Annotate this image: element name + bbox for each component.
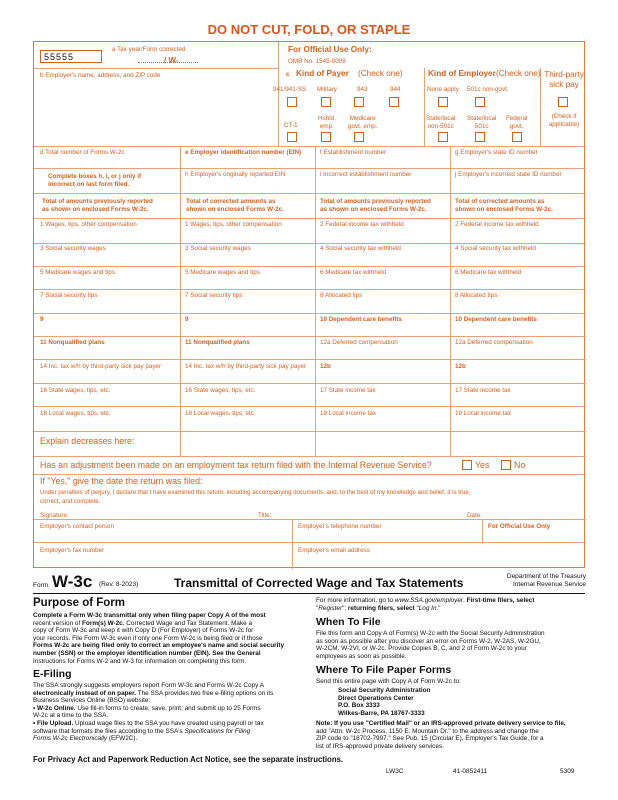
box-9-prev[interactable]: 9 [40, 316, 44, 323]
w3c-form-box [33, 41, 585, 568]
box-e-label: e Employer identification number (EIN) [185, 149, 302, 156]
box-12a-prev[interactable]: 12a Deferred compensation [320, 339, 398, 346]
revision-date: (Rev. 8-2023) [99, 581, 139, 588]
catalog-code: LW3C [386, 768, 404, 775]
box-4-prev[interactable]: 4 Social security tax withheld [320, 245, 401, 252]
divider [34, 68, 278, 69]
box-5-prev[interactable]: 5 Medicare wages and tips [40, 269, 115, 276]
divider [34, 456, 586, 457]
divider [315, 146, 316, 456]
kind-payer-prefix: c [286, 71, 290, 78]
divider [540, 68, 541, 146]
divider [34, 542, 586, 543]
col-prev-heading-1: Total of amounts previously reported as shown on enclosed Forms W-2c. [42, 198, 153, 213]
form-word: Form [33, 582, 49, 589]
adjustment-no-label: No [514, 460, 526, 470]
employer-501c-label: 501c non-govt. [467, 86, 509, 93]
box-12b-prev[interactable]: 12b [320, 363, 331, 370]
divider [34, 336, 586, 337]
kind-employer-note: (Check one) [496, 69, 541, 78]
box-1-corr[interactable]: 1 Wages, tips, other compensation [185, 221, 282, 228]
col-corr-heading-1: Total of corrected amounts as shown on enclosed Forms W-2c. [186, 198, 284, 213]
form-name: W-3c [52, 572, 93, 591]
box-12a-corr[interactable]: 12a Deferred compensation [455, 339, 533, 346]
adjustment-yes-label: Yes [475, 460, 490, 470]
divider [34, 431, 586, 432]
employer-state-501c-checkbox[interactable] [475, 132, 485, 142]
payer-military-label: Military [317, 86, 337, 93]
box-a-value[interactable]: / W- [164, 56, 179, 65]
box-b-label: b Employer's name, address, and ZIP code [40, 72, 161, 79]
payer-ct1-checkbox[interactable] [287, 132, 297, 142]
box-14-prev[interactable]: 14 Inc. tax w/h by third-party sick pay payer [40, 363, 162, 370]
box-8-corr[interactable]: 8 Allocated tips [455, 292, 498, 299]
ssa-address: Social Security Administration Direct Operations Center P.O. Box 3333 Wilkes-Barre, PA 18767-3333 [338, 687, 431, 717]
box-9-corr[interactable]: 9 [185, 316, 189, 323]
divider [34, 519, 586, 520]
payer-medicare-checkbox[interactable] [354, 132, 364, 142]
divider [34, 359, 586, 360]
form-number-code: 5309 [560, 768, 575, 775]
third-party-checkbox[interactable] [558, 97, 568, 107]
payer-medicare-label: Medicare govt. emp. [348, 115, 378, 130]
employer-state-501c-label: State/local 501c [467, 115, 497, 130]
divider [278, 42, 279, 146]
divider [450, 146, 451, 456]
box-2-corr[interactable]: 2 Federal income tax withheld [455, 221, 539, 228]
where-heading: Where To File Paper Forms [316, 664, 452, 676]
employer-501c-checkbox[interactable] [475, 97, 485, 107]
complete-boxes-note: Complete boxes h, i, or j only if incorrect on last form filed. [48, 173, 142, 188]
box-a-label: a Tax year/Form corrected [112, 46, 186, 53]
do-not-cut-warning: DO NOT CUT, FOLD, OR STAPLE [207, 22, 411, 37]
adjustment-no-checkbox[interactable] [501, 460, 511, 470]
email-label[interactable]: Employer's email address [298, 547, 370, 554]
box-11-corr[interactable]: 11 Nonqualified plans [185, 339, 250, 346]
if-yes-date-label[interactable]: If "Yes," give the date the return was filed: [40, 476, 203, 486]
divider [424, 68, 425, 146]
box-7-corr[interactable]: 7 Social security tips [185, 292, 243, 299]
divider [34, 146, 586, 147]
divider [34, 266, 586, 267]
box-f-label: f Establishment number [320, 149, 387, 156]
explain-decreases-label[interactable]: Explain decreases here: [40, 436, 135, 446]
col-prev-heading-2: Total of amounts previously reported as shown on enclosed Forms W-2c. [320, 198, 431, 213]
divider [34, 313, 586, 314]
box-19-corr[interactable]: 19 Local income tax [455, 410, 512, 417]
when-text: File this form and Copy A of Form(s) W-2c with the Social Security Administration as soon as possible after you discover an error on Forms W-2, W-2AS, W-2GU, W-2CM, W-2VI, or W-2c. Provide Copies B, C, and 2 of Form W-2c to your employees as soon as possible. [316, 630, 545, 660]
payer-943-label: 943 [357, 86, 368, 93]
divider [34, 474, 586, 475]
box-17-corr[interactable]: 17 State income tax [455, 387, 511, 394]
divider [482, 519, 483, 542]
payer-941-label: 941/941-SS [273, 86, 307, 93]
employer-state-non501c-checkbox[interactable] [438, 132, 448, 142]
divider [34, 383, 586, 384]
box-14-corr[interactable]: 14 Inc. tax w/h by third-party sick pay payer [185, 363, 307, 370]
box-j-label: j Employer's incorrect state ID number [455, 171, 562, 178]
efile-text: The SSA strongly suggests employers report Form W-3c and Forms W-2c Copy A electronically instead of on paper. The SSA provides two free e-filing options on its Business Services Online (BSO) website: • W-2c Online. Use fill-in forms to create, save, print, and submit up to 25 Forms W-2c at a time to the SSA. • File Upload. Upload wage files to the SSA you have created using payroll or tax software that formats the files according to the SSA's Specifications for Filing Forms W-2c Electronically (EFW2C). [33, 682, 274, 743]
adjustment-yes-checkbox[interactable] [462, 460, 472, 470]
third-party-note: (Check if applicable) [548, 113, 580, 128]
date-label[interactable]: Date: [467, 512, 483, 519]
box-7-prev[interactable]: 7 Social security tips [40, 292, 98, 299]
purpose-heading: Purpose of Form [33, 597, 126, 609]
where-note: Note: If you use "Certified Mail" or an IRS-approved private delivery service to file, add "Attn: W-2c Process, 1150 E. Mountain Dr." to the address and change the ZIP code to "18702-7997." See Pub. 15 (Circular E), Employer's Tax Guide, for a list of IRS-approved private delivery services. [316, 720, 566, 750]
box-6-corr[interactable]: 6 Medicare tax withheld [455, 269, 522, 276]
adjustment-question: Has an adjustment been made on an employment tax return filed with the Internal Revenue Service? [40, 460, 432, 470]
payer-944-label: 944 [390, 86, 401, 93]
kind-employer-title: Kind of Employer [428, 69, 496, 78]
payer-ct1-label: CT-1 [284, 122, 298, 129]
kind-payer-note: (Check one) [358, 69, 403, 78]
signature-label[interactable]: Signature: [40, 512, 69, 519]
box-g-label: g Employer's state ID number [455, 149, 538, 156]
box-19-prev[interactable]: 19 Local income tax [320, 410, 377, 417]
divider [292, 519, 293, 569]
box-10-corr[interactable]: 10 Dependent care benefits [455, 316, 537, 323]
payer-hshld-label: Hshld. emp. [318, 115, 336, 130]
official-use-label: For Official Use Only: [288, 45, 372, 54]
kind-payer-title: Kind of Payer [296, 69, 349, 78]
transmittal-title: Transmittal of Corrected Wage and Tax Statements [174, 576, 464, 590]
divider [34, 218, 586, 219]
divider [34, 289, 586, 290]
divider [33, 593, 585, 594]
employer-federal-label: Federal govt. [506, 115, 528, 130]
department-name: Department of the Treasury Internal Revenue Service [506, 573, 586, 588]
payer-941-checkbox[interactable] [287, 97, 297, 107]
box-18-corr[interactable]: 18 Local wages, tips, etc. [185, 410, 256, 417]
divider [34, 406, 586, 407]
purpose-text: Complete a Form W-3c transmittal only when filing paper Copy A of the most recent version of Form(s) W-2c, Corrected Wage and Tax Statement. Make a copy of Form W-3c and keep it with Copy D (For Employer) of Forms W-2c for your records. File Form W-3c even if only one Form W-2c is being filed or if those Forms W-2c are being filed only to correct an employee's name and social security number (SSN) or the employer identification number (EIN). See the General Instructions for Forms W-2 and W-3 for information on completing this form. [33, 612, 285, 665]
box-6-prev[interactable]: 6 Medicare tax withheld [320, 269, 387, 276]
omb-number: OMB No. 1545-0008 [288, 58, 346, 65]
box-4-corr[interactable]: 4 Social security tax withheld [455, 245, 536, 252]
box-2-prev[interactable]: 2 Federal income tax withheld [320, 221, 404, 228]
divider [34, 193, 586, 194]
employer-federal-checkbox[interactable] [512, 132, 522, 142]
where-intro: Send this entire page with Copy A of Form W-2c to: [316, 678, 461, 685]
box-8-prev[interactable]: 8 Allocated tips [320, 292, 363, 299]
telephone-label[interactable]: Employer's telephone number [298, 523, 382, 530]
more-info-text: For more information, go to www.SSA.gov/employer. First-time filers, select "Register"; returning filers, select "Log In." [316, 597, 535, 612]
employer-state-non501c-label: State/local non-501c [426, 115, 456, 130]
perjury-statement: Under penalties of perjury, I declare that I have examined this return, including accompanying documents, and, to the best of my knowledge and belief, it is true, correct, and complete. [40, 489, 471, 505]
payer-military-checkbox[interactable] [321, 97, 331, 107]
official-use-only-label: For Official Use Only [488, 523, 551, 530]
box-3-prev[interactable]: 3 Social security wages [40, 245, 106, 252]
divider [34, 243, 586, 244]
box-16-prev[interactable]: 16 State wages, tips, etc. [40, 387, 111, 394]
box-10-prev[interactable]: 10 Dependent care benefits [320, 316, 402, 323]
efile-heading: E-Filing [33, 668, 72, 680]
privacy-notice: For Privacy Act and Paperwork Reduction Act Notice, see the separate instructions. [33, 755, 344, 764]
col-corr-heading-2: Total of corrected amounts as shown on enclosed Forms W-2c. [455, 198, 553, 213]
box-1-prev[interactable]: 1 Wages, tips, other compensation [40, 221, 137, 228]
form-code: 55555 [44, 52, 75, 62]
payer-943-checkbox[interactable] [354, 97, 364, 107]
box-5-corr[interactable]: 5 Medicare wages and tips [185, 269, 260, 276]
employer-none-label: None apply [427, 86, 459, 93]
box-17-prev[interactable]: 17 State income tax [320, 387, 376, 394]
box-12b-corr[interactable]: 12b [455, 363, 466, 370]
payer-944-checkbox[interactable] [389, 97, 399, 107]
title-label[interactable]: Title: [258, 512, 272, 519]
when-heading: When To File [316, 616, 381, 628]
third-party-title: Third-party sick pay [544, 70, 584, 89]
box-h-label: h Employer's originally reported EIN [185, 171, 286, 178]
box-3-corr[interactable]: 3 Social security wages [185, 245, 251, 252]
employer-none-checkbox[interactable] [438, 97, 448, 107]
contact-person-label[interactable]: Employer's contact person [40, 523, 115, 530]
payer-hshld-checkbox[interactable] [321, 132, 331, 142]
box-16-corr[interactable]: 16 State wages, tips, etc. [185, 387, 256, 394]
vendor-code: 41-0852411 [453, 768, 488, 775]
fax-label[interactable]: Employer's fax number [40, 547, 105, 554]
divider [34, 168, 586, 169]
box-18-prev[interactable]: 18 Local wages, tips, etc. [40, 410, 111, 417]
divider [180, 146, 181, 456]
box-11-prev[interactable]: 11 Nonqualified plans [40, 339, 105, 346]
box-i-label: i Incorrect establishment number [320, 171, 412, 178]
box-d-label: d Total number of Forms W-2c [40, 149, 125, 156]
